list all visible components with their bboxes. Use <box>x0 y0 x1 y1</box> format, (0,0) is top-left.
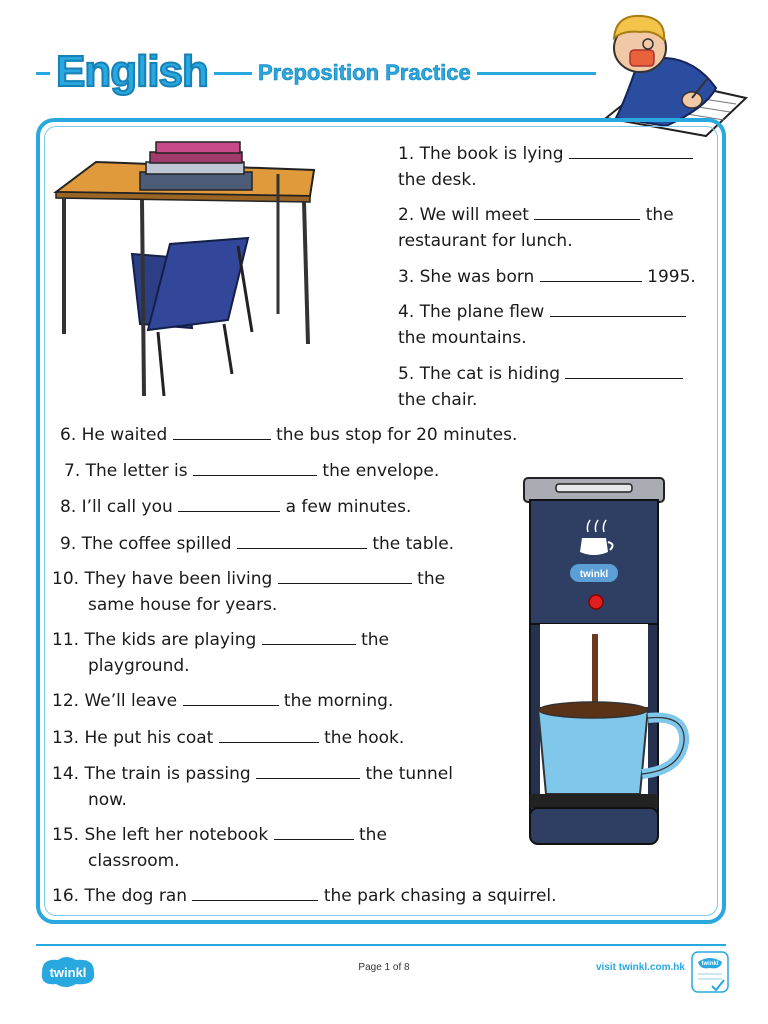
question-text-after: a few minutes. <box>285 497 412 517</box>
question-number: 3. <box>398 267 415 287</box>
answer-blank-16[interactable] <box>192 883 318 901</box>
question-16 <box>52 883 557 909</box>
twinkl-logo <box>36 954 100 990</box>
answer-blank-13[interactable] <box>219 725 319 743</box>
question-text-after: the envelope. <box>322 461 440 481</box>
answer-blank-2[interactable] <box>534 202 640 220</box>
question-11 <box>52 627 389 679</box>
question-text-after: the <box>645 205 674 225</box>
question-text-cont: same house for years. <box>88 595 278 615</box>
question-number: 5. <box>398 364 415 384</box>
question-number: 8. <box>60 497 77 517</box>
question-text: She was born <box>419 267 535 287</box>
answer-blank-4[interactable] <box>550 299 686 317</box>
answer-blank-11[interactable] <box>262 627 356 645</box>
question-text: He put his coat <box>84 728 214 748</box>
question-1 <box>398 141 693 193</box>
question-number: 2. <box>398 205 415 225</box>
answer-blank-10[interactable] <box>278 566 412 584</box>
question-number: 13. <box>52 728 80 748</box>
question-text-after: the table. <box>372 534 455 554</box>
question-number: 6. <box>60 425 77 445</box>
question-text-after: the <box>359 825 387 845</box>
answer-blank-14[interactable] <box>256 761 360 779</box>
question-text-after: the morning. <box>283 691 394 711</box>
question-text-after: the park chasing a squirrel. <box>323 886 557 906</box>
question-number: 14. <box>52 764 80 784</box>
question-text: The letter is <box>85 461 188 481</box>
badge-logo-text: twinkl <box>701 961 719 967</box>
question-text-cont: restaurant for lunch. <box>398 231 573 251</box>
question-text: The plane flew <box>419 302 545 322</box>
question-number: 4. <box>398 302 415 322</box>
question-14 <box>52 761 453 813</box>
footer-rule <box>36 944 726 946</box>
website-link[interactable]: visit twinkl.com.hk <box>596 962 685 973</box>
quality-badge-icon <box>690 950 730 994</box>
question-text: The kids are playing <box>84 630 257 650</box>
coffee-machine-illustration <box>516 474 696 850</box>
page-subtitle: Preposition Practice <box>252 58 477 88</box>
question-text-cont: the chair. <box>398 390 478 410</box>
question-text: He waited <box>81 425 168 445</box>
question-text-cont: the mountains. <box>398 328 527 348</box>
question-number: 10. <box>52 569 80 589</box>
twinkl-logo-text: twinkl <box>49 965 87 980</box>
question-number: 1. <box>398 144 415 164</box>
question-number: 9. <box>60 534 77 554</box>
question-text: The dog ran <box>84 886 188 906</box>
answer-blank-8[interactable] <box>178 494 280 512</box>
question-text: I’ll call you <box>81 497 173 517</box>
question-text-after: the <box>417 569 446 589</box>
question-15 <box>52 822 387 874</box>
answer-blank-5[interactable] <box>565 361 683 379</box>
question-text: The train is passing <box>84 764 251 784</box>
question-2 <box>398 202 674 254</box>
question-5 <box>398 361 683 413</box>
question-4 <box>398 299 686 351</box>
question-number: 15. <box>52 825 80 845</box>
question-text-after: the tunnel <box>365 764 453 784</box>
answer-blank-3[interactable] <box>540 264 642 282</box>
question-text: We’ll leave <box>84 691 178 711</box>
answer-blank-7[interactable] <box>193 458 317 476</box>
question-7 <box>64 458 439 484</box>
answer-blank-12[interactable] <box>183 688 279 706</box>
question-text-after: 1995. <box>647 267 696 287</box>
question-text: The book is lying <box>419 144 564 164</box>
question-text-after: the <box>361 630 389 650</box>
question-text-cont: classroom. <box>88 851 180 871</box>
question-10 <box>52 566 445 618</box>
answer-blank-9[interactable] <box>237 531 367 549</box>
coffee-logo-text: twinkl <box>579 569 609 580</box>
question-number: 16. <box>52 886 80 906</box>
answer-blank-6[interactable] <box>173 422 271 440</box>
question-8 <box>60 494 411 520</box>
question-text: They have been living <box>84 569 273 589</box>
question-number: 7. <box>64 461 81 481</box>
page-number: Page 1 of 8 <box>358 962 410 973</box>
question-text-cont: playground. <box>88 656 190 676</box>
answer-blank-1[interactable] <box>569 141 693 159</box>
question-13 <box>52 725 404 751</box>
question-text-cont: now. <box>88 790 127 810</box>
question-9 <box>60 531 454 557</box>
question-12 <box>52 688 393 714</box>
question-text: We will meet <box>419 205 529 225</box>
question-text: She left her notebook <box>84 825 269 845</box>
question-text: The cat is hiding <box>419 364 561 384</box>
question-text-after: the hook. <box>324 728 405 748</box>
question-text-after: the bus stop for 20 minutes. <box>276 425 518 445</box>
question-number: 11. <box>52 630 80 650</box>
desk-with-books-illustration <box>52 134 372 396</box>
question-text-cont: the desk. <box>398 170 477 190</box>
question-text: The coffee spilled <box>81 534 232 554</box>
question-3 <box>398 264 696 290</box>
answer-blank-15[interactable] <box>274 822 354 840</box>
question-number: 12. <box>52 691 80 711</box>
question-6 <box>60 422 517 448</box>
page-title: English <box>50 46 214 98</box>
